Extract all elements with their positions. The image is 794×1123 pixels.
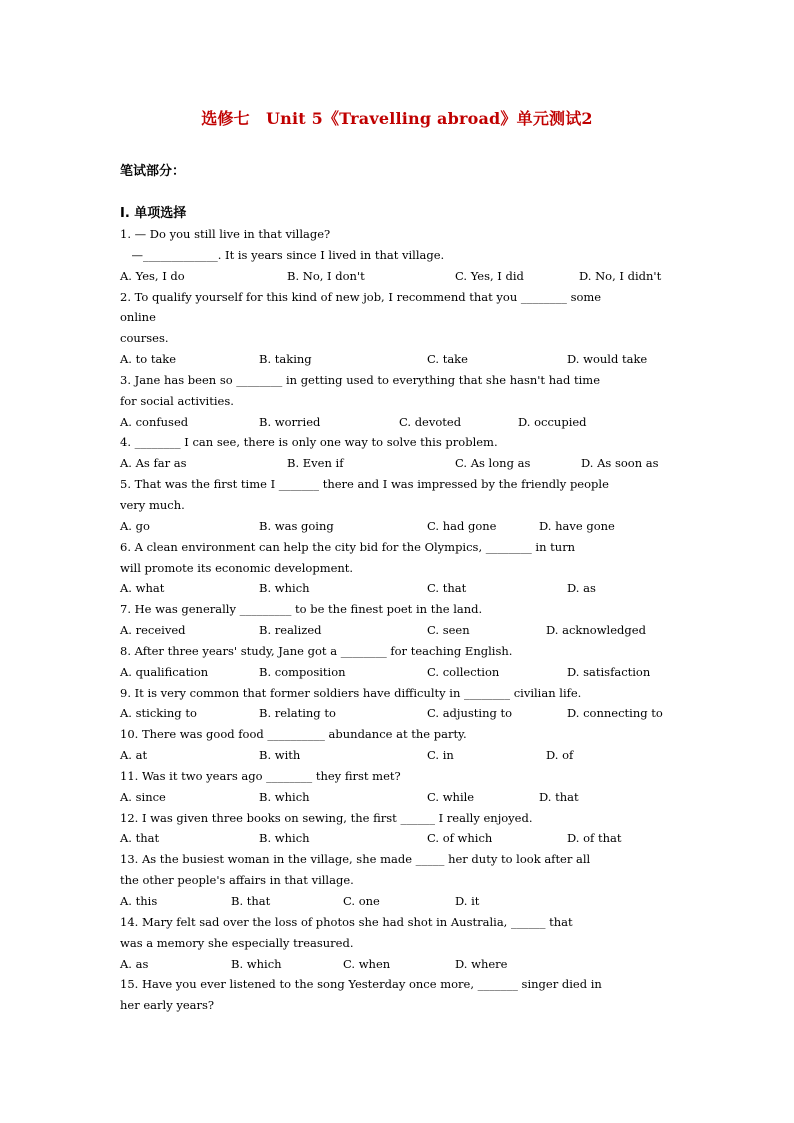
option-b: B. that xyxy=(231,894,271,908)
option-c: C. seen xyxy=(427,623,470,638)
question-text: 14. Mary felt sad over the loss of photos she had shot in Australia, ______ that xyxy=(120,914,573,929)
options-row xyxy=(120,891,675,912)
question-2 xyxy=(120,287,675,370)
question-14 xyxy=(120,912,675,975)
option-d: D. would take xyxy=(567,352,648,367)
option-b: B. taking xyxy=(259,352,312,367)
question-text: will promote its economic development. xyxy=(120,560,354,575)
question-text: the other people's affairs in that village. xyxy=(120,873,354,888)
option-c: C. adjusting to xyxy=(427,706,513,721)
options-row xyxy=(120,453,675,474)
option-d: D. occupied xyxy=(518,414,587,429)
options-row xyxy=(120,662,675,683)
option-c: C. had gone xyxy=(427,518,497,533)
question-text: 11. Was it two years ago ________ they first met? xyxy=(120,768,401,783)
question-7 xyxy=(120,599,675,641)
question-15 xyxy=(120,974,675,1016)
question-text: very much. xyxy=(120,497,185,512)
option-b: B. which xyxy=(259,831,310,846)
options-row xyxy=(120,703,675,724)
option-d: D. As soon as xyxy=(581,456,659,471)
question-text: courses. xyxy=(120,331,169,346)
option-a: A. As far as xyxy=(120,456,187,471)
options-row xyxy=(120,412,675,433)
option-a: A. go xyxy=(120,518,150,533)
question-text: 5. That was the first time I _______ there and I was impressed by the friendly people xyxy=(120,477,609,492)
option-d: D. where xyxy=(455,956,508,971)
question-text: 6. A clean environment can help the city bid for the Olympics, ________ in turn xyxy=(120,539,576,554)
options-row xyxy=(120,516,675,537)
option-a: A. qualification xyxy=(120,664,209,679)
option-a: A. as xyxy=(120,956,149,971)
options-row xyxy=(120,787,675,808)
option-b: B. was going xyxy=(259,518,334,533)
question-3 xyxy=(120,370,675,433)
question-11 xyxy=(120,766,675,808)
options-row xyxy=(120,954,675,975)
option-a: A. received xyxy=(120,623,186,638)
section-heading: 笔试部分： xyxy=(120,164,186,179)
option-d: D. of xyxy=(546,748,574,763)
options-row xyxy=(120,578,675,599)
option-d: D. of that xyxy=(567,831,622,846)
question-13 xyxy=(120,849,675,912)
options-row xyxy=(120,828,675,849)
option-b: B. realized xyxy=(259,623,322,638)
option-c: C. take xyxy=(427,352,468,367)
option-a: A. sticking to xyxy=(120,706,197,721)
question-text: 9. It is very common that former soldiers have difficulty in ________ civilian life. xyxy=(120,685,582,700)
option-d: D. satisfaction xyxy=(567,664,651,679)
question-text: 7. He was generally _________ to be the finest poet in the land. xyxy=(120,602,483,617)
option-d: D. No, I didn't xyxy=(579,268,662,283)
question-text: for social activities. xyxy=(120,393,234,408)
question-text: 15. Have you ever listened to the song Yesterday once more, _______ singer died in xyxy=(120,977,602,992)
option-d: D. it xyxy=(455,894,480,908)
option-d: D. connecting to xyxy=(567,706,663,721)
question-5 xyxy=(120,474,675,537)
question-text: 8. After three years' study, Jane got a ________ for teaching English. xyxy=(120,643,513,658)
option-c: C. that xyxy=(427,581,467,596)
option-a: A. confused xyxy=(120,414,189,429)
option-c: C. collection xyxy=(427,664,500,679)
option-b: B. Even if xyxy=(287,456,344,471)
option-d: D. as xyxy=(567,581,596,596)
option-c: C. devoted xyxy=(399,414,462,429)
question-4 xyxy=(120,432,675,474)
option-a: A. Yes, I do xyxy=(120,268,185,283)
question-1 xyxy=(120,224,675,287)
option-c: C. in xyxy=(427,748,454,763)
question-text: 3. Jane has been so ________ in getting used to everything that she hasn't had time xyxy=(120,372,600,387)
question-text: 2. To qualify yourself for this kind of new job, I recommend that you ________ some xyxy=(120,289,602,304)
option-a: A. what xyxy=(120,581,165,596)
document-title: 选修七 Unit 5《Travelling abroad》单元测试2 xyxy=(201,109,593,128)
option-b: B. which xyxy=(231,956,282,971)
option-c: C. while xyxy=(427,789,475,804)
question-text: 13. As the busiest woman in the village, she made _____ her duty to look after all xyxy=(120,852,591,867)
question-text: her early years? xyxy=(120,998,215,1013)
options-row xyxy=(120,349,675,370)
question-text: 10. There was good food __________ abundance at the party. xyxy=(120,727,467,742)
question-list xyxy=(120,203,675,1016)
option-d: D. have gone xyxy=(539,518,615,533)
option-b: B. with xyxy=(259,748,301,763)
question-12 xyxy=(120,808,675,850)
question-9 xyxy=(120,683,675,725)
question-10 xyxy=(120,724,675,766)
option-c: C. As long as xyxy=(455,456,531,471)
option-c: C. when xyxy=(343,956,391,971)
option-c: C. Yes, I did xyxy=(455,268,524,283)
question-text: 4. ________ I can see, there is only one way to solve this problem. xyxy=(120,435,498,450)
question-text: —_____________. It is years since I lived in that village. xyxy=(120,247,445,262)
option-b: B. relating to xyxy=(259,706,336,721)
option-a: A. at xyxy=(120,748,148,763)
part-heading: I. 单项选择 xyxy=(120,206,187,221)
option-a: A. to take xyxy=(120,352,177,367)
option-c: C. of which xyxy=(427,831,493,846)
option-d: D. acknowledged xyxy=(546,623,646,638)
option-a: A. this xyxy=(120,894,158,908)
option-a: A. that xyxy=(120,831,160,846)
option-b: B. No, I don't xyxy=(287,268,365,283)
question-6 xyxy=(120,537,675,600)
question-text: 1. — Do you still live in that village? xyxy=(120,227,331,241)
option-b: B. worried xyxy=(259,414,321,429)
options-row xyxy=(120,620,675,641)
option-b: B. which xyxy=(259,581,310,596)
question-text: was a memory she especially treasured. xyxy=(120,935,354,950)
options-row xyxy=(120,745,675,766)
option-b: B. which xyxy=(259,789,310,804)
option-d: D. that xyxy=(539,789,579,804)
option-b: B. composition xyxy=(259,664,346,679)
options-row xyxy=(120,266,675,287)
question-text: 12. I was given three books on sewing, the first ______ I really enjoyed. xyxy=(120,810,533,825)
option-c: C. one xyxy=(343,894,380,908)
question-8 xyxy=(120,641,675,683)
question-text: online xyxy=(120,310,156,325)
option-a: A. since xyxy=(120,789,166,804)
